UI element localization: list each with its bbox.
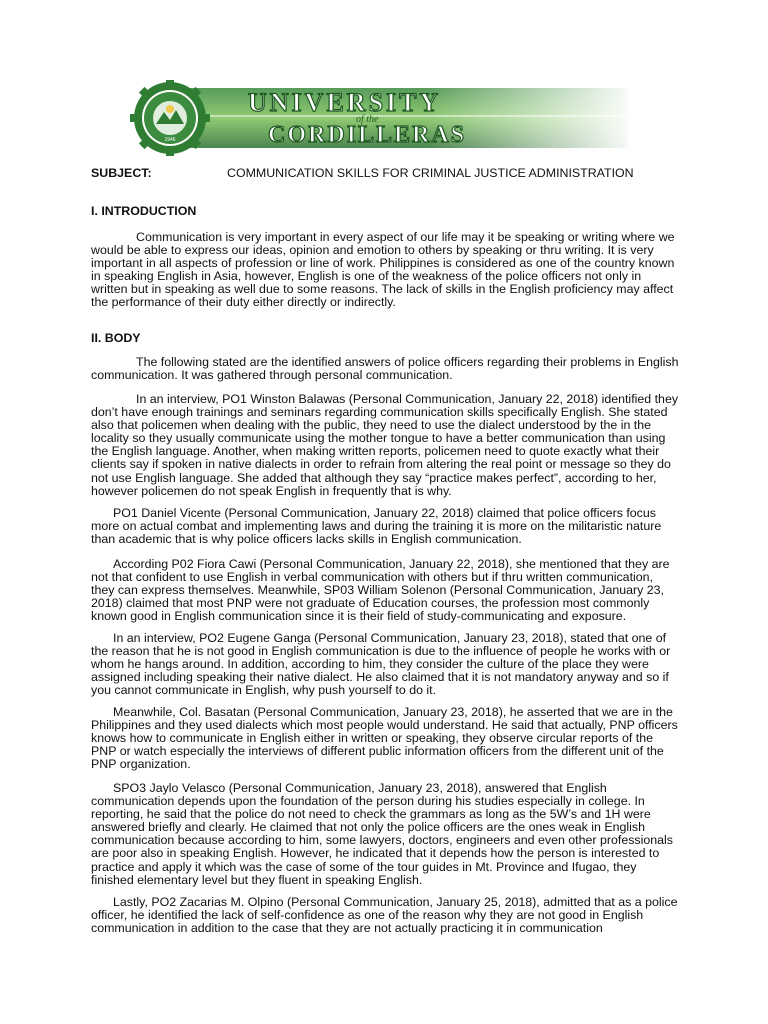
paragraph-body-6: Meanwhile, Col. Basatan (Personal Communication, January 23, 2018), he asserted that we are in the Philippines and they used dialects which most people would understand. He said that actually, PNP officers knows how to communicate in English either in written or speaking, they observe circular reports of the PNP or watch especially the interviews of different public information officers from the different unit of the PNP organization. bbox=[91, 705, 678, 772]
subject-line bbox=[91, 165, 691, 181]
section-heading-body: II. BODY bbox=[91, 331, 141, 345]
wordmark-cordilleras: CORDILLERAS bbox=[268, 122, 467, 148]
paragraph-introduction: Communication is very important in every aspect of our life may it be speaking or writing where we would be able to express our ideas, opinion and emotion to others by speaking or thru writing. It is very important in all aspects of profession or line of work. Philippines is considered as one of the country known in speaking English in Asia, however, English is one of the weakness of the police officers not only in written but in speaking as well due to some reasons. The lack of skills in the English proficiency may affect the performance of their duty either directly or indirectly. bbox=[91, 230, 675, 310]
paragraph-body-3: PO1 Daniel Vicente (Personal Communication, January 22, 2018) claimed that police officers focus more on actual combat and implementing laws and during the training it is more on the militaristic nature than academic that is why police officers lacks skills in English communication. bbox=[91, 506, 662, 547]
paragraph-body-5: In an interview, PO2 Eugene Ganga (Personal Communication, January 23, 2018), stated that one of the reason that he is not good in English communication is due to the influence of people he works with or whom he hangs around. In addition, according to him, they consider the culture of the place they were assigned including speaking their native dialect. He also claimed that it is not mandatory anyway and so if you cannot communicate in English, why push yourself to do it. bbox=[91, 631, 671, 698]
paragraph-body-8: Lastly, PO2 Zacarias M. Olpino (Personal Communication, January 25, 2018), admitted that as a police officer, he identified the lack of self-confidence as one of the reason why they are not good in English communication in addition to the case that they are not actually practicing it in communication bbox=[91, 895, 678, 936]
section-heading-introduction: I. INTRODUCTION bbox=[91, 204, 197, 218]
university-logo-banner bbox=[128, 80, 638, 156]
svg-text:1946: 1946 bbox=[164, 137, 176, 143]
wordmark-university: UNIVERSITY bbox=[248, 88, 442, 117]
wordmark-of-the: of the bbox=[356, 114, 379, 125]
seal-icon bbox=[130, 80, 210, 156]
paragraph-body-7: SPO3 Jaylo Velasco (Personal Communication, January 23, 2018), answered that English communication depends upon the foundation of the person during his studies especially in college. In reporting, he said that the police do not need to check the grammars as long as the 5W’s and 1H were answered briefly and clearly. He claimed that not only the police officers are the ones weak in English communication because according to him, some lawyers, doctors, engineers and even other professionals are poor also in speaking English. However, he indicated that it depends how the person is interested to practice and apply it which was the case of some of the tour guides in Mt. Province and Ifugao, they finished elementary level but they fluent in speaking English. bbox=[91, 781, 673, 887]
paragraph-body-4: According P02 Fiora Cawi (Personal Communication, January 22, 2018), she mentioned that they are not that confident to use English in verbal communication with others but if thru written communication, they can express themselves. Meanwhile, SP03 William Solenon (Personal Communication, January 23, 2018) claimed that most PNP were not graduate of Education courses, the profession most commonly known good in English communication since it is their field of study-communicating and exposure. bbox=[91, 557, 670, 624]
subject-label: SUBJECT: bbox=[91, 166, 152, 180]
paragraph-body-1: The following stated are the identified answers of police officers regarding their problems in English communication. It was gathered through personal communication. bbox=[91, 355, 679, 383]
paragraph-body-2: In an interview, PO1 Winston Balawas (Personal Communication, January 22, 2018) identified they don’t have enough trainings and seminars regarding communication skills specifically English. She stated also that policemen when dealing with the public, they need to use the dialect understood by the in the locality so they usually communicate using the mother tongue to have a better communication than using the English language. Another, when making written reports, policemen need to quote exactly what their clients say if spoken in native dialects in order to refrain from altering the real point or message so they do not use English language. She added that although they say “practice makes perfect”, according to her, however policemen do not speak English in frequently that is why. bbox=[91, 392, 679, 498]
subject-value: COMMUNICATION SKILLS FOR CRIMINAL JUSTICE ADMINISTRATION bbox=[227, 166, 634, 180]
